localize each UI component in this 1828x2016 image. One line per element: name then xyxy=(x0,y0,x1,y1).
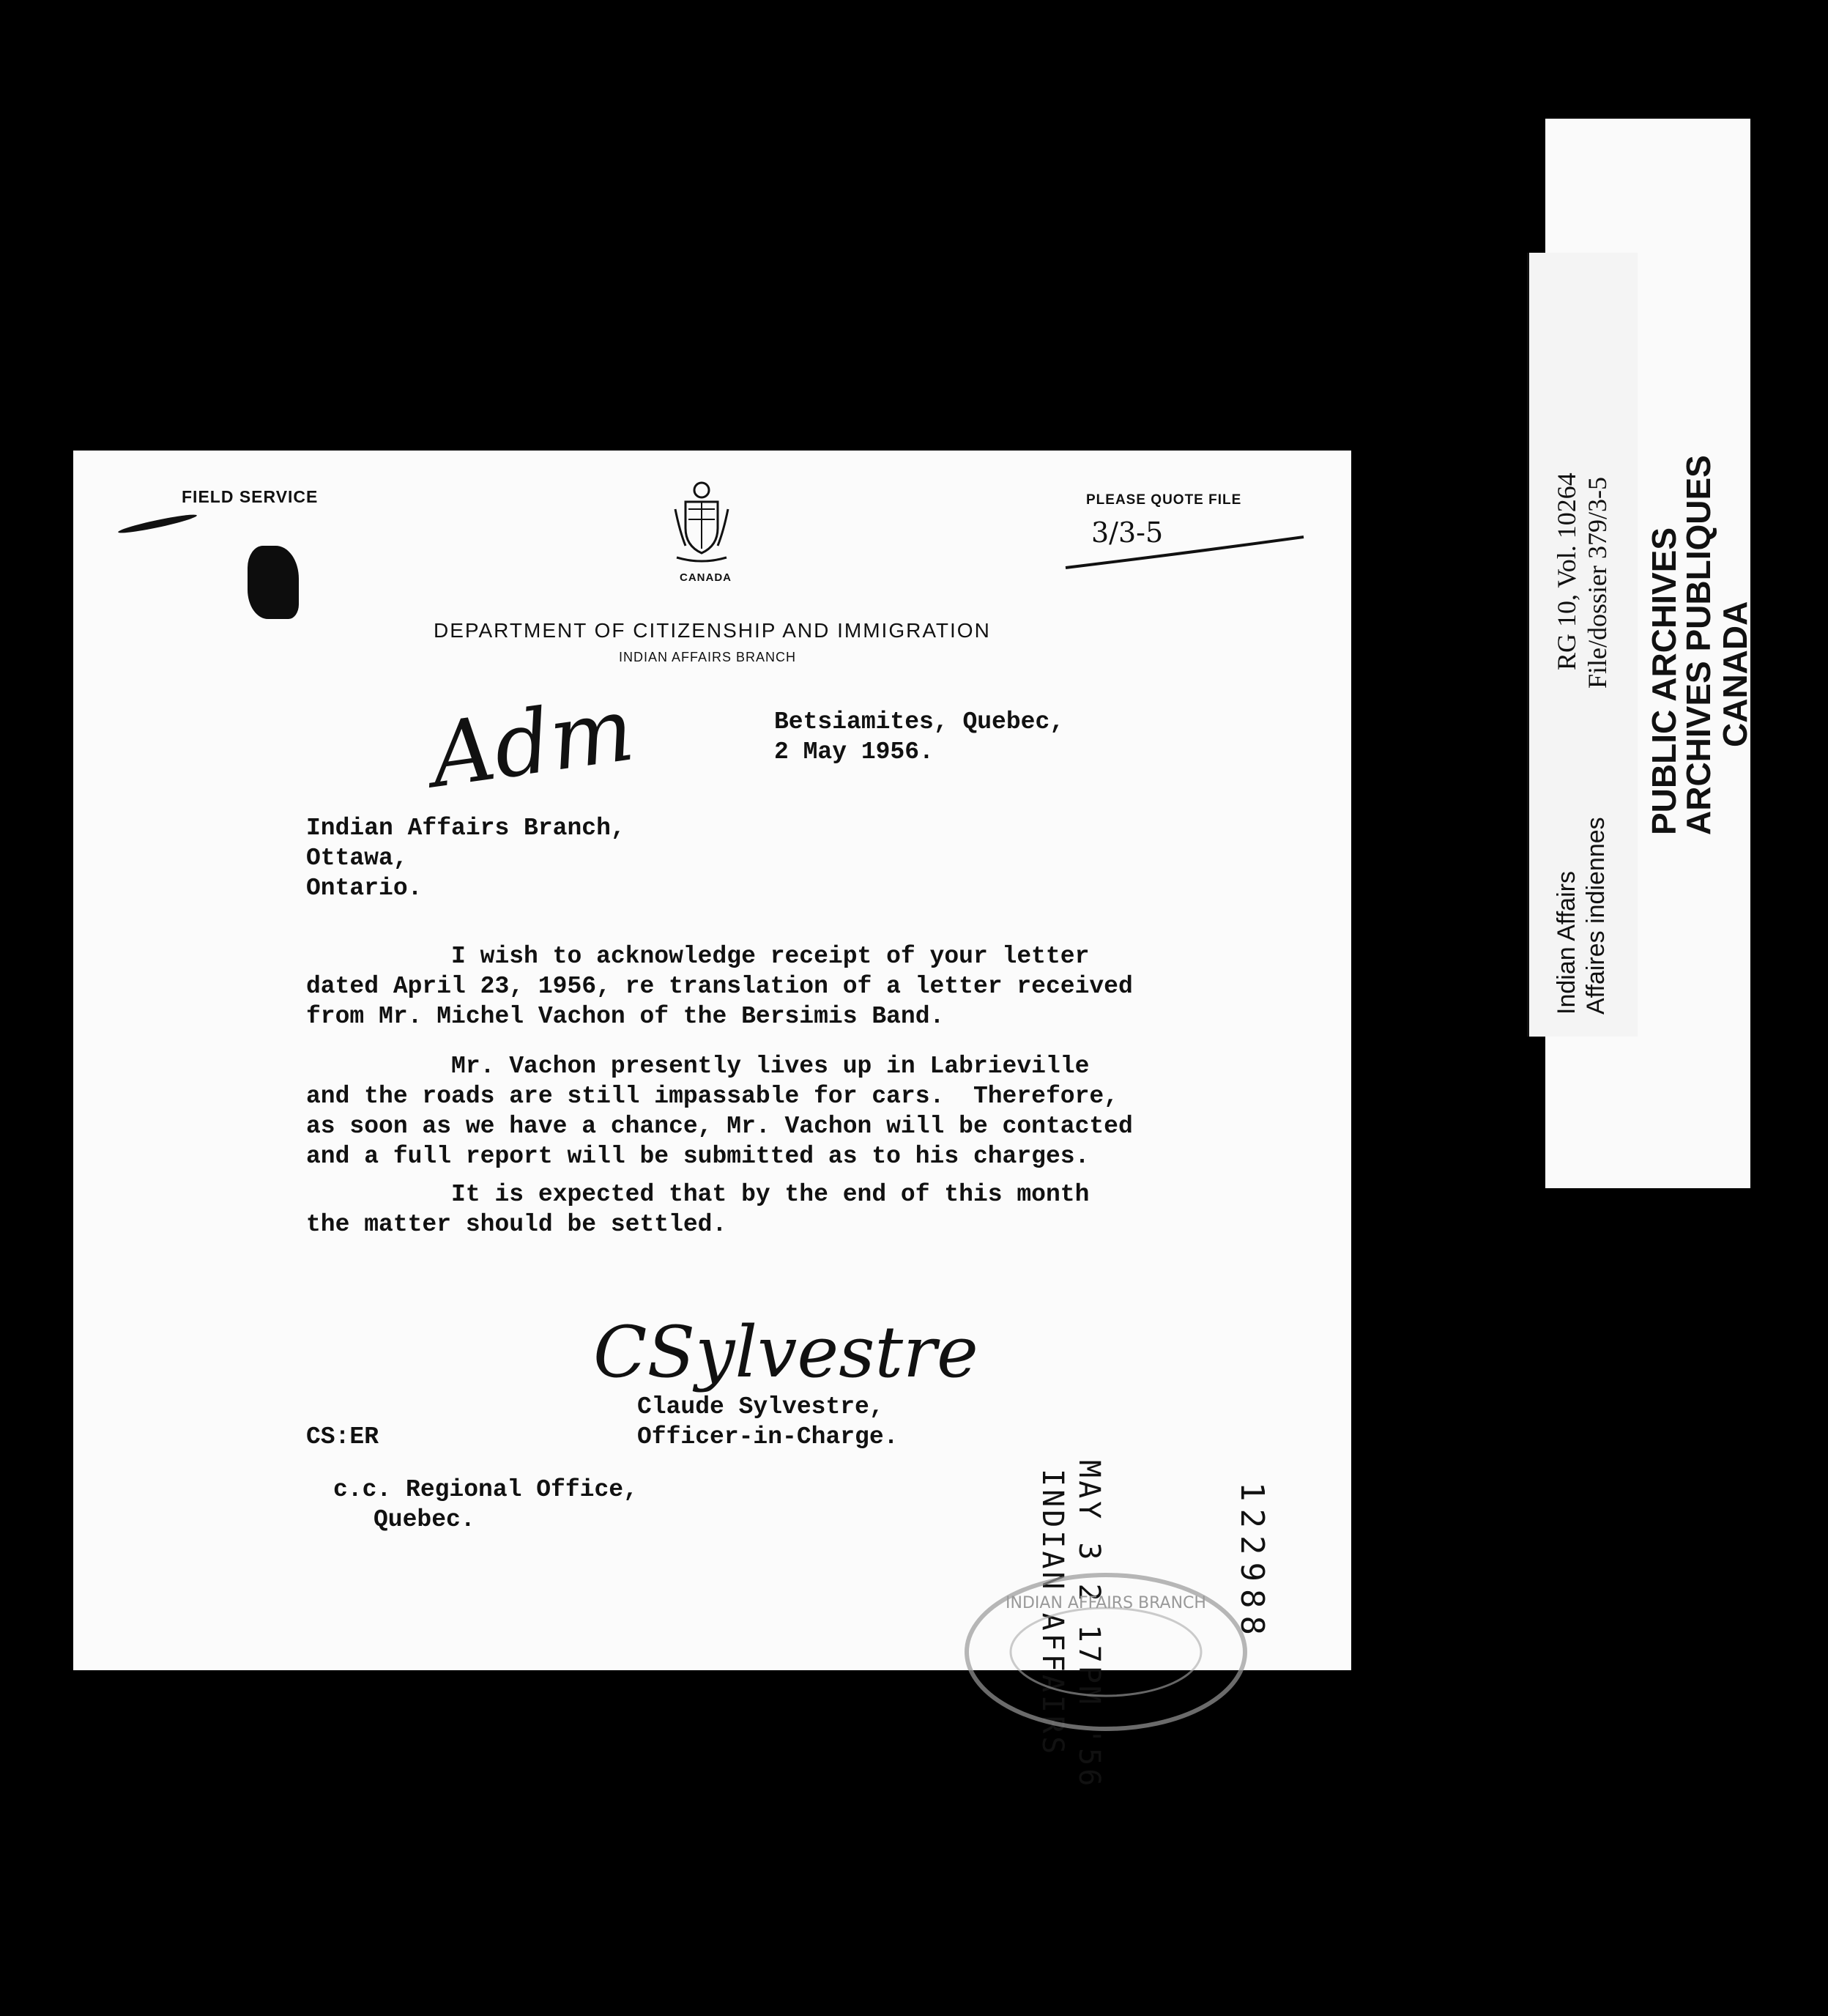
ink-mark xyxy=(117,512,198,536)
tab-file-dossier: File/dossier 379/3-5 xyxy=(1583,477,1612,689)
signature: CSylvestre xyxy=(593,1311,978,1393)
body-paragraph-1: I wish to acknowledge receipt of your letter dated April 23, 1956, re translation of a letter received from Mr. Michel Vachon of the Bersimis Band. xyxy=(306,943,1133,1030)
cc-line-1: c.c. Regional Office, xyxy=(333,1476,638,1503)
tab-archives-publiques: ARCHIVES PUBLIQUES xyxy=(1679,455,1717,835)
registry-number: 122988 xyxy=(1233,1482,1271,1642)
signer-title: Officer-in-Charge. xyxy=(637,1423,899,1450)
file-number: 3/3-5 xyxy=(1091,516,1164,549)
coat-of-arms-icon xyxy=(672,480,731,568)
handwritten-note: Adm xyxy=(424,678,640,808)
address-line-3: Ontario. xyxy=(306,875,423,902)
tab-affaires-indiennes: Affaires indiennes xyxy=(1582,817,1610,1015)
tab-rg-volume: RG 10, Vol. 10264 xyxy=(1552,472,1581,670)
tab-canada: CANADA xyxy=(1716,601,1754,747)
body-paragraph-2: Mr. Vachon presently lives up in Labrieville and the roads are still impassable for cars. Therefore, as soon as we have a chance, Mr. Vachon will be contacted and a full report will be submitted as to his charges. xyxy=(306,1053,1133,1170)
letter-page xyxy=(73,451,1351,1790)
cc-line-2: Quebec. xyxy=(374,1506,475,1533)
ink-blot xyxy=(248,546,299,619)
round-stamp-text: INDIAN AFFAIRS BRANCH xyxy=(1006,1594,1206,1612)
please-quote-label: PLEASE QUOTE FILE xyxy=(1086,492,1242,508)
address-line-1: Indian Affairs Branch, xyxy=(306,815,625,842)
file-underline xyxy=(1062,531,1311,575)
round-stamp xyxy=(952,1564,1260,1732)
office-stamp: INDIAN AFFAIRS xyxy=(1036,1469,1069,1757)
body-paragraph-3: It is expected that by the end of this month the matter should be settled. xyxy=(306,1181,1090,1238)
received-date-stamp: MAY 3 2 17PM '56 xyxy=(1072,1460,1106,1790)
initials: CS:ER xyxy=(306,1423,379,1450)
field-service-label: FIELD SERVICE xyxy=(182,487,319,506)
department-title: DEPARTMENT OF CITIZENSHIP AND IMMIGRATION xyxy=(434,619,991,642)
canada-caption: CANADA xyxy=(680,571,732,584)
date-line: 2 May 1956. xyxy=(774,738,934,766)
address-line-2: Ottawa, xyxy=(306,845,408,872)
branch-subtitle: INDIAN AFFAIRS BRANCH xyxy=(619,650,797,664)
place-line: Betsiamites, Quebec, xyxy=(774,708,1065,735)
tab-indian-affairs: Indian Affairs xyxy=(1553,871,1580,1015)
signer-name: Claude Sylvestre, xyxy=(637,1393,884,1420)
tab-public-archives: PUBLIC ARCHIVES xyxy=(1645,527,1683,835)
